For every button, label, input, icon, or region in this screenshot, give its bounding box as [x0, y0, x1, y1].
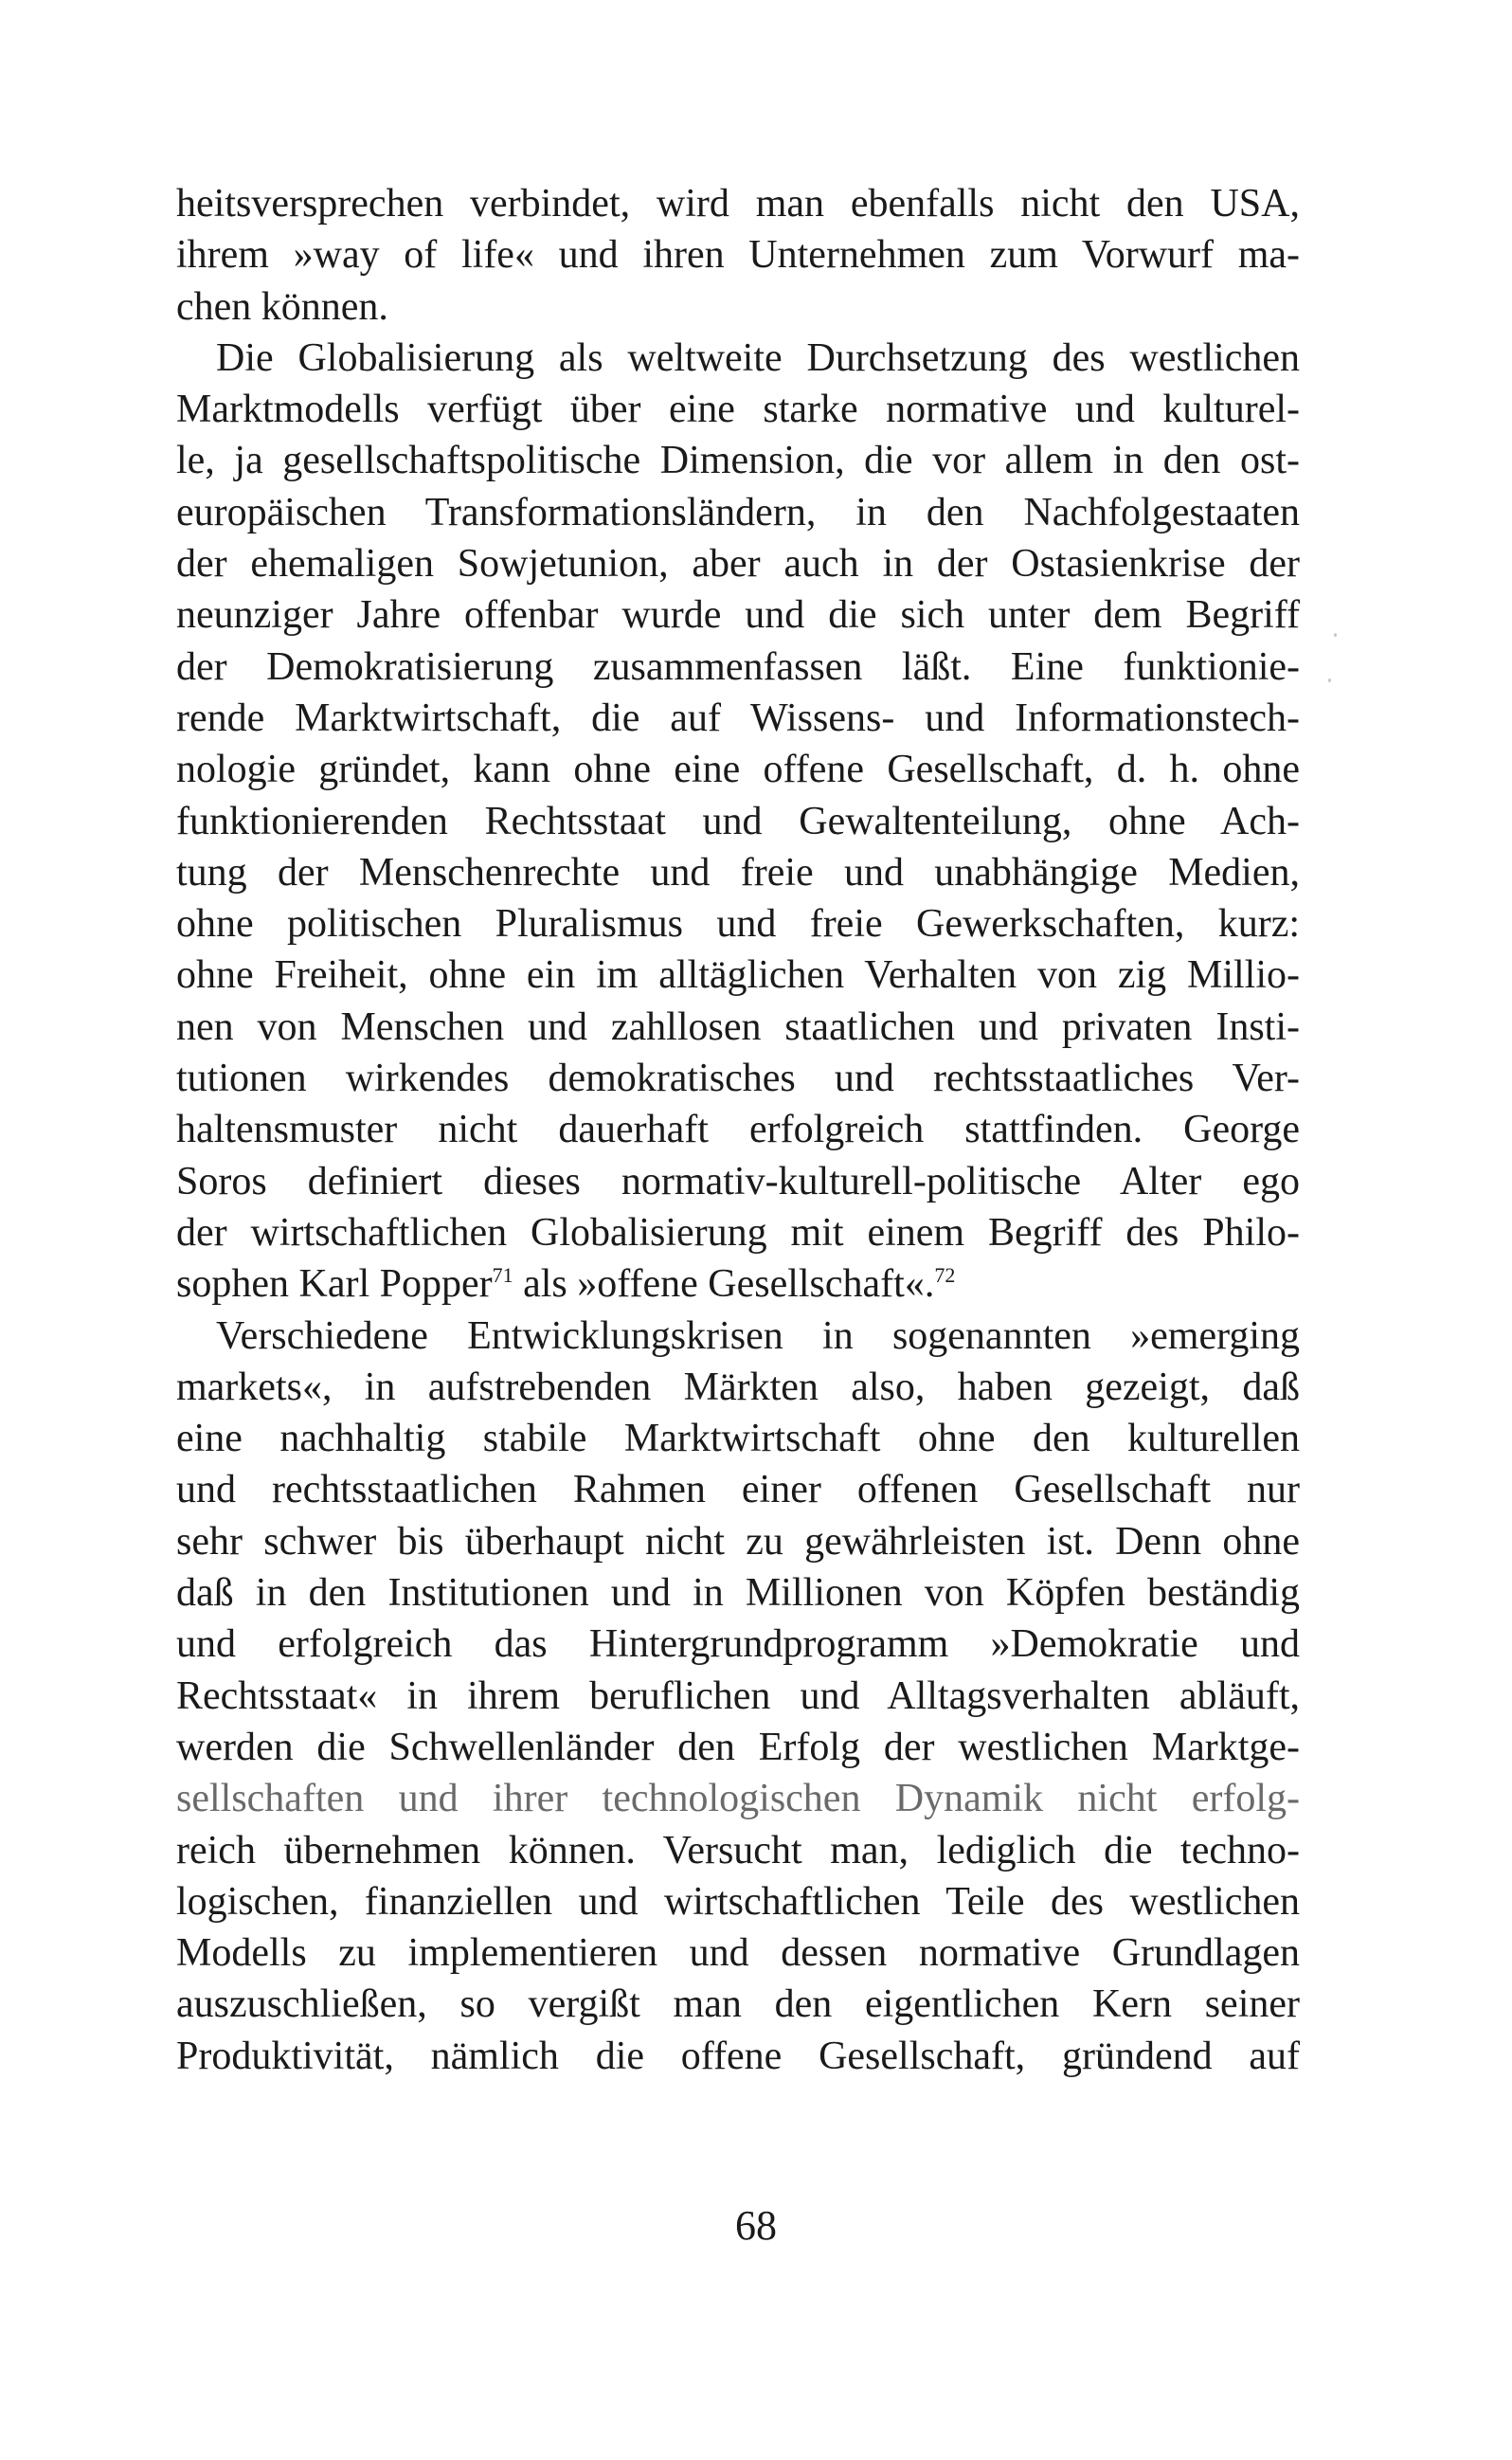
footnote-marker: 72 [934, 1263, 956, 1288]
text-line: markets«, in aufstrebenden Märkten also, haben gezeigt, daß [176, 1365, 1300, 1409]
page-number: 68 [735, 2202, 777, 2249]
text-line: der Demokratisierung zusammenfassen läßt. Eine funktionie- [176, 644, 1300, 689]
text-line: rende Marktwirtschaft, die auf Wissens- und Informationstech- [176, 696, 1300, 740]
text-line: Marktmodells verfügt über eine starke normative und kulturel- [176, 388, 1300, 432]
text-line: logischen, finanziellen und wirtschaftlichen Teile des westlichen [176, 1879, 1300, 1924]
text-line: sellschaften und ihrer technologischen Dynamik nicht erfolg- [176, 1777, 1300, 1821]
text-line: neunziger Jahre offenbar wurde und die sich unter dem Begriff [176, 593, 1300, 638]
text-line: nen von Menschen und zahllosen staatlichen und privaten Insti- [176, 1004, 1300, 1049]
text-line: ohne Freiheit, ohne ein im alltäglichen Verhalten von zig Millio- [176, 953, 1300, 998]
text-line: ihrem »way of life« und ihren Unternehmen zum Vorwurf ma- [176, 233, 1300, 278]
body-text [176, 178, 1300, 2082]
text-line: ohne politischen Pluralismus und freie Gewerkschaften, kurz: [176, 902, 1300, 947]
text-line: europäischen Transformationsländern, in den Nachfolgestaaten [176, 490, 1300, 534]
footnote-marker: 71 [492, 1263, 513, 1288]
text-line [176, 1258, 1300, 1310]
text-line: sehr schwer bis überhaupt nicht zu gewährleisten ist. Denn ohne [176, 1519, 1300, 1564]
text-line: tung der Menschenrechte und freie und unabhängige Medien, [176, 850, 1300, 895]
line-text: sophen Karl Popper [176, 1262, 493, 1307]
scan-speck [1328, 678, 1331, 682]
text-line: haltensmuster nicht dauerhaft erfolgreich stattfinden. George [176, 1108, 1300, 1152]
text-line: der ehemaligen Sowjetunion, aber auch in der Ostasienkrise der [176, 542, 1300, 587]
scan-speck [1334, 633, 1337, 637]
text-line: und rechtsstaatlichen Rahmen einer offenen Gesellschaft nur [176, 1468, 1300, 1512]
paragraph-3 [176, 1311, 1300, 2082]
text-line: chen können. [176, 284, 388, 329]
text-line: reich übernehmen können. Versucht man, lediglich die techno- [176, 1828, 1300, 1872]
text-line: nologie gründet, kann ohne eine offene Gesellschaft, d. h. ohne [176, 748, 1300, 792]
text-line: eine nachhaltig stabile Marktwirtschaft ohne den kulturellen [176, 1417, 1300, 1461]
line-text: als »offene Gesellschaft«. [513, 1262, 935, 1307]
text-line: auszuschließen, so vergißt man den eigentlichen Kern seiner [176, 1982, 1300, 2027]
text-line: Soros definiert dieses normativ-kulturell-politische Alter ego [176, 1159, 1300, 1203]
paragraph-1 [176, 178, 1300, 333]
paragraph-2 [176, 333, 1300, 1311]
text-line: Modells zu implementieren und dessen normative Grundlagen [176, 1931, 1300, 1976]
text-line: werden die Schwellenländer den Erfolg der westlichen Marktge- [176, 1725, 1300, 1769]
text-line: und erfolgreich das Hintergrundprogramm »Demokratie und [176, 1622, 1300, 1667]
text-line: funktionierenden Rechtsstaat und Gewaltenteilung, ohne Ach- [176, 799, 1300, 843]
text-line: Die Globalisierung als weltweite Durchsetzung des westlichen [216, 335, 1300, 380]
text-line: Verschiedene Entwicklungskrisen in sogenannten »emerging [216, 1313, 1300, 1358]
text-line: Produktivität, nämlich die offene Gesellschaft, gründend auf [176, 2034, 1300, 2078]
text-line: Rechtsstaat« in ihrem beruflichen und Alltagsverhalten abläuft, [176, 1673, 1300, 1718]
text-line: heitsversprechen verbindet, wird man ebenfalls nicht den USA, [176, 182, 1300, 226]
text-line: der wirtschaftlichen Globalisierung mit einem Begriff des Philo- [176, 1210, 1300, 1255]
text-line: tutionen wirkendes demokratisches und rechtsstaatliches Ver- [176, 1057, 1300, 1101]
text-line: daß in den Institutionen und in Millionen von Köpfen beständig [176, 1571, 1300, 1616]
text-line: le, ja gesellschaftspolitische Dimension, die vor allem in den ost- [176, 439, 1300, 483]
